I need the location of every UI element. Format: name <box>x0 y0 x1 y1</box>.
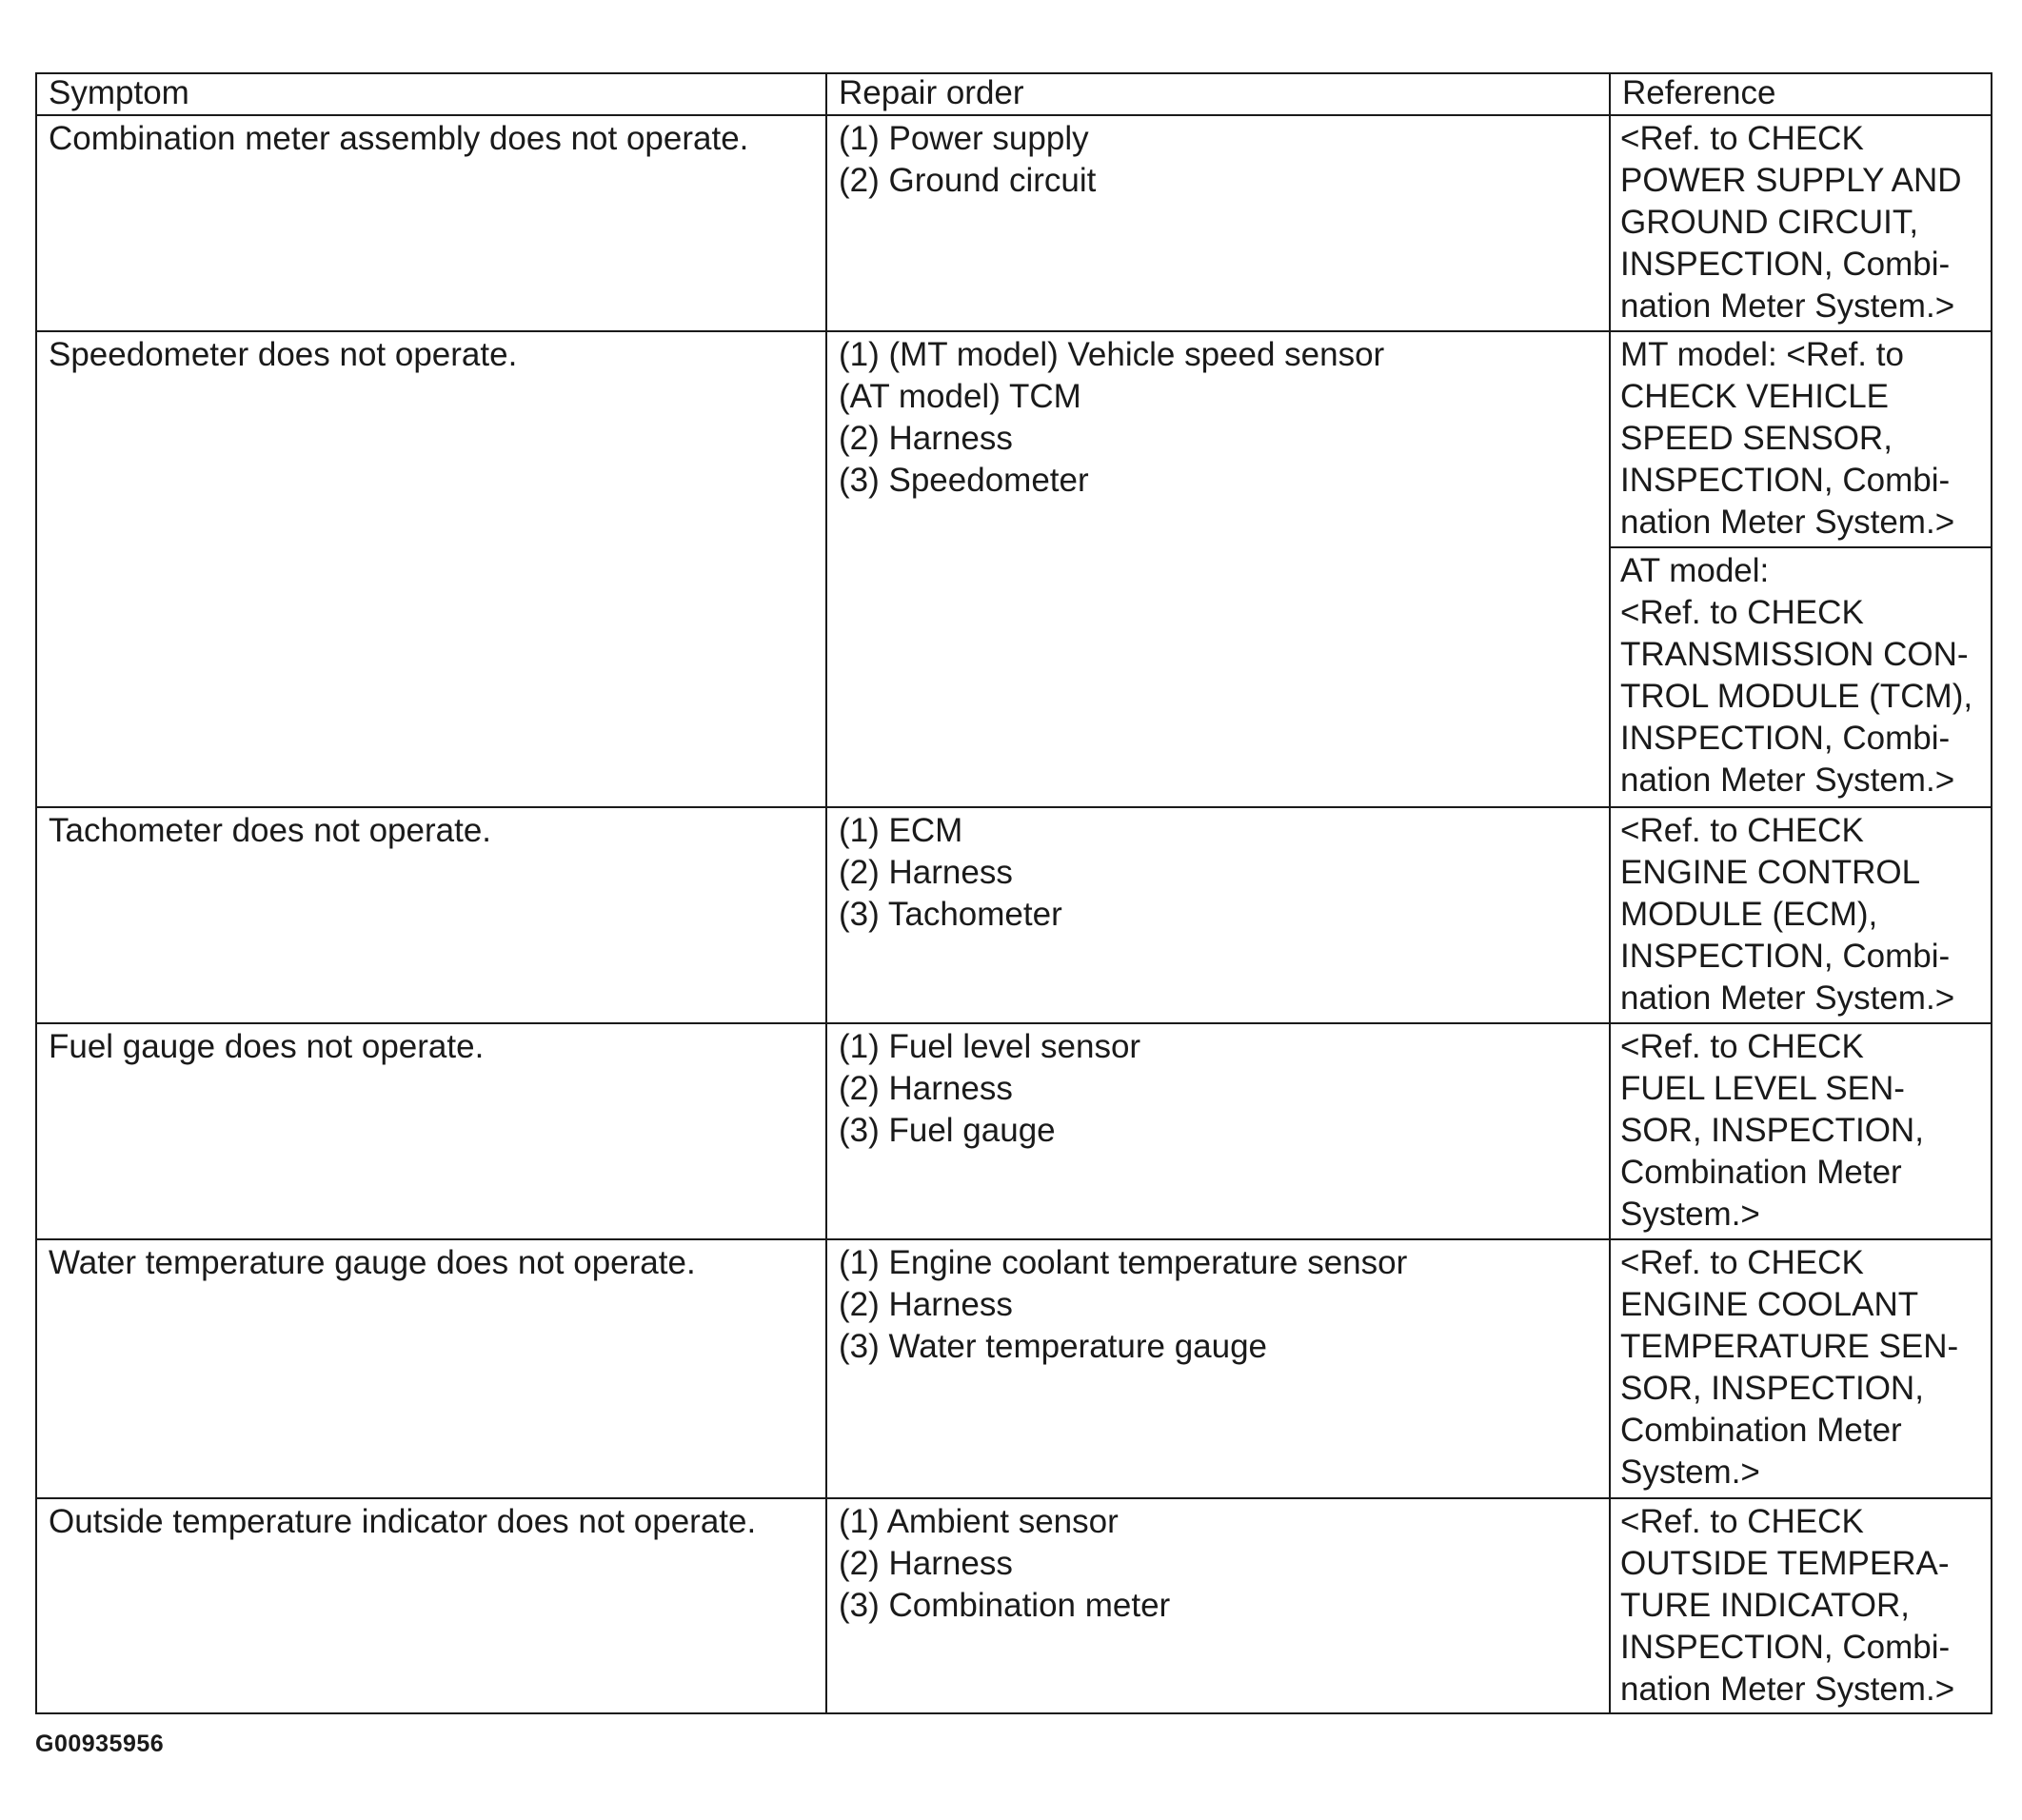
repair-step: (1) Fuel level sensor <box>839 1028 1141 1065</box>
symptom-cell <box>36 807 826 1023</box>
symptom-text: Speedometer does not operate. <box>49 336 518 373</box>
reference-line: <Ref. to CHECK <box>1620 1503 1864 1540</box>
symptom-text: Outside temperature indicator does not operate. <box>49 1503 757 1540</box>
table-row <box>36 807 1992 1023</box>
repair-step: (2) Harness <box>839 1545 1013 1582</box>
table-row <box>36 1023 1992 1239</box>
reference-line: <Ref. to CHECK <box>1620 812 1864 849</box>
repair-step: (AT model) TCM <box>839 378 1081 415</box>
symptom-cell <box>36 115 826 331</box>
header-reference: Reference <box>1610 73 1992 115</box>
symptom-text: Combination meter assembly does not operate. <box>49 120 749 157</box>
repair-step: (3) Tachometer <box>839 896 1062 933</box>
table-row <box>36 1498 1992 1713</box>
reference-line: <Ref. to CHECK <box>1620 594 1864 631</box>
symptom-text: Water temperature gauge does not operate. <box>49 1244 696 1281</box>
table-row <box>36 1239 1992 1498</box>
reference-line: SOR, INSPECTION, <box>1620 1112 1924 1149</box>
reference-line: INSPECTION, Combi- <box>1620 246 1951 283</box>
repair-step: (3) Water temperature gauge <box>839 1328 1268 1365</box>
figure-code: G00935956 <box>35 1731 165 1757</box>
repair-step: (2) Harness <box>839 854 1013 891</box>
reference-line: TROL MODULE (TCM), <box>1620 678 1973 715</box>
symptom-cell <box>36 1023 826 1239</box>
reference-line: POWER SUPPLY AND <box>1620 162 1962 199</box>
repair-step: (3) Fuel gauge <box>839 1112 1056 1149</box>
repair-order-cell <box>826 115 1610 331</box>
reference-line: INSPECTION, Combi- <box>1620 462 1951 499</box>
repair-order-cell <box>826 1023 1610 1239</box>
reference-line: TEMPERATURE SEN- <box>1620 1328 1959 1365</box>
reference-line: nation Meter System.> <box>1620 287 1955 325</box>
reference-line: CHECK VEHICLE <box>1620 378 1890 415</box>
reference-line: FUEL LEVEL SEN- <box>1620 1070 1905 1107</box>
repair-step: (3) Speedometer <box>839 462 1089 499</box>
reference-line: Combination Meter <box>1620 1412 1902 1449</box>
repair-order-cell <box>826 331 1610 807</box>
symptom-text: Fuel gauge does not operate. <box>49 1028 485 1065</box>
reference-line: SOR, INSPECTION, <box>1620 1370 1924 1407</box>
repair-step: (2) Harness <box>839 1070 1013 1107</box>
reference-line: <Ref. to CHECK <box>1620 1244 1864 1281</box>
reference-line: System.> <box>1620 1454 1760 1491</box>
reference-line: MODULE (ECM), <box>1620 896 1878 933</box>
reference-cell-at <box>1610 547 1992 807</box>
table-row <box>36 331 1992 547</box>
symptom-cell <box>36 331 826 807</box>
repair-step: (1) Power supply <box>839 120 1089 157</box>
reference-line: nation Meter System.> <box>1620 1671 1955 1708</box>
reference-cell-mt <box>1610 331 1992 547</box>
reference-line: GROUND CIRCUIT, <box>1620 204 1919 241</box>
reference-line: AT model: <box>1620 552 1770 589</box>
table-header-row <box>36 73 1992 115</box>
reference-line: System.> <box>1620 1196 1760 1233</box>
symptom-text: Tachometer does not operate. <box>49 812 492 849</box>
reference-line: OUTSIDE TEMPERA- <box>1620 1545 1950 1582</box>
reference-line: ENGINE COOLANT <box>1620 1286 1919 1323</box>
reference-line: ENGINE CONTROL <box>1620 854 1921 891</box>
repair-step: (1) (MT model) Vehicle speed sensor <box>839 336 1385 373</box>
repair-step: (2) Harness <box>839 1286 1013 1323</box>
reference-line: INSPECTION, Combi- <box>1620 720 1951 757</box>
table-row <box>36 115 1992 331</box>
reference-line: <Ref. to CHECK <box>1620 120 1864 157</box>
repair-step: (2) Ground circuit <box>839 162 1097 199</box>
repair-step: (1) ECM <box>839 812 963 849</box>
reference-line: INSPECTION, Combi- <box>1620 938 1951 975</box>
repair-order-cell <box>826 807 1610 1023</box>
symptom-cell <box>36 1498 826 1713</box>
reference-cell <box>1610 1023 1992 1239</box>
reference-line: <Ref. to CHECK <box>1620 1028 1864 1065</box>
reference-line: TURE INDICATOR, <box>1620 1587 1910 1624</box>
reference-cell <box>1610 1498 1992 1713</box>
reference-line: TRANSMISSION CON- <box>1620 636 1969 673</box>
reference-line: nation Meter System.> <box>1620 762 1955 799</box>
repair-order-cell <box>826 1498 1610 1713</box>
reference-line: nation Meter System.> <box>1620 504 1955 541</box>
header-repair-order: Repair order <box>826 73 1610 115</box>
reference-cell <box>1610 807 1992 1023</box>
diagnosis-table <box>35 72 1992 1714</box>
repair-step: (1) Ambient sensor <box>839 1503 1119 1540</box>
header-symptom: Symptom <box>36 73 826 115</box>
repair-step: (2) Harness <box>839 420 1013 457</box>
repair-order-cell <box>826 1239 1610 1498</box>
reference-line: nation Meter System.> <box>1620 979 1955 1017</box>
reference-line: INSPECTION, Combi- <box>1620 1629 1951 1666</box>
reference-cell <box>1610 1239 1992 1498</box>
reference-line: Combination Meter <box>1620 1154 1902 1191</box>
repair-step: (1) Engine coolant temperature sensor <box>839 1244 1408 1281</box>
reference-line: MT model: <Ref. to <box>1620 336 1904 373</box>
reference-cell <box>1610 115 1992 331</box>
repair-step: (3) Combination meter <box>839 1587 1171 1624</box>
symptom-cell <box>36 1239 826 1498</box>
reference-line: SPEED SENSOR, <box>1620 420 1893 457</box>
